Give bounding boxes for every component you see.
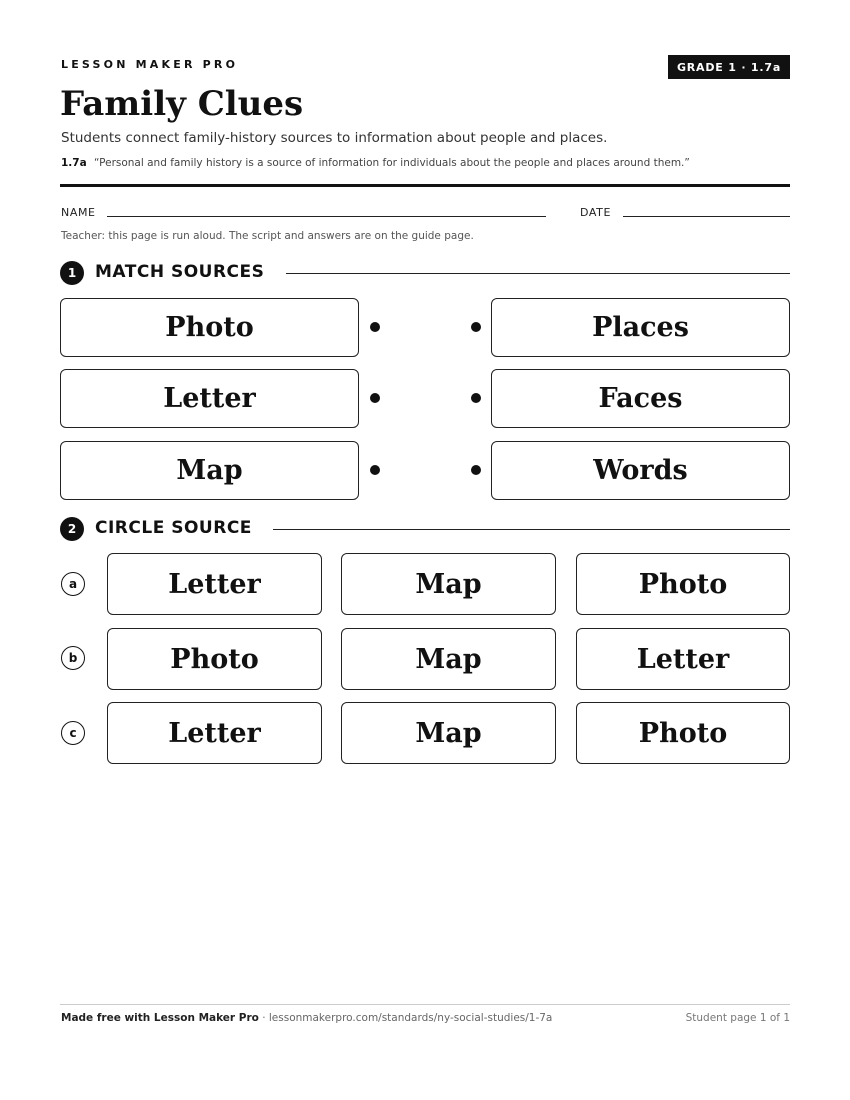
match-left-card[interactable]: Photo <box>60 298 359 357</box>
header-divider <box>60 184 790 187</box>
footer-separator: · <box>258 1012 269 1024</box>
circle-option-card[interactable]: Photo <box>576 702 790 764</box>
standard-text: “Personal and family history is a source of information for individuals about the people and places around them.” <box>94 157 690 169</box>
section-divider <box>286 273 790 274</box>
date-field[interactable] <box>623 216 790 217</box>
match-right-card[interactable]: Places <box>491 298 790 357</box>
circle-option-card[interactable]: Photo <box>107 628 322 690</box>
match-left-card[interactable]: Letter <box>60 369 359 428</box>
section-number-badge: 2 <box>60 517 84 541</box>
row-label-b: b <box>61 646 85 670</box>
match-left-card[interactable]: Map <box>60 441 359 500</box>
standard-line <box>61 157 690 169</box>
match-right-card[interactable]: Words <box>491 441 790 500</box>
row-label-a: a <box>61 572 85 596</box>
footer-divider <box>60 1004 790 1005</box>
standard-code: 1.7a <box>61 157 87 169</box>
row-label-c: c <box>61 721 85 745</box>
match-right-dot[interactable] <box>471 322 481 332</box>
brand-name: LESSON MAKER PRO <box>61 58 239 71</box>
teacher-note: Teacher: this page is run aloud. The script and answers are on the guide page. <box>61 230 474 242</box>
circle-option-card[interactable]: Map <box>341 702 556 764</box>
section-number-badge: 1 <box>60 261 84 285</box>
circle-option-card[interactable]: Map <box>341 628 556 690</box>
match-left-dot[interactable] <box>370 393 380 403</box>
footer-made-with: Made free with Lesson Maker Pro <box>61 1012 259 1024</box>
circle-option-card[interactable]: Letter <box>107 702 322 764</box>
section-circle-source-header <box>60 516 790 542</box>
circle-option-card[interactable]: Map <box>341 553 556 615</box>
match-left-dot[interactable] <box>370 465 380 475</box>
page-subtitle: Students connect family-history sources to information about people and places. <box>61 130 608 146</box>
footer-url[interactable]: lessonmakerpro.com/standards/ny-social-studies/1-7a <box>268 1012 553 1024</box>
page-title: Family Clues <box>60 84 304 124</box>
match-left-dot[interactable] <box>370 322 380 332</box>
circle-option-card[interactable]: Letter <box>107 553 322 615</box>
section-match-sources-header <box>60 260 790 286</box>
date-label: DATE <box>580 206 612 219</box>
name-label: NAME <box>61 206 96 219</box>
name-field[interactable] <box>107 216 546 217</box>
section-title: MATCH SOURCES <box>95 262 265 282</box>
match-right-card[interactable]: Faces <box>491 369 790 428</box>
footer-page-number: Student page 1 of 1 <box>685 1012 790 1024</box>
footer-credit <box>61 1012 552 1024</box>
match-right-dot[interactable] <box>471 393 481 403</box>
section-title: CIRCLE SOURCE <box>95 518 252 538</box>
grade-badge: GRADE 1 · 1.7a <box>668 55 790 79</box>
section-divider <box>273 529 790 530</box>
circle-option-card[interactable]: Letter <box>576 628 790 690</box>
circle-option-card[interactable]: Photo <box>576 553 790 615</box>
match-right-dot[interactable] <box>471 465 481 475</box>
